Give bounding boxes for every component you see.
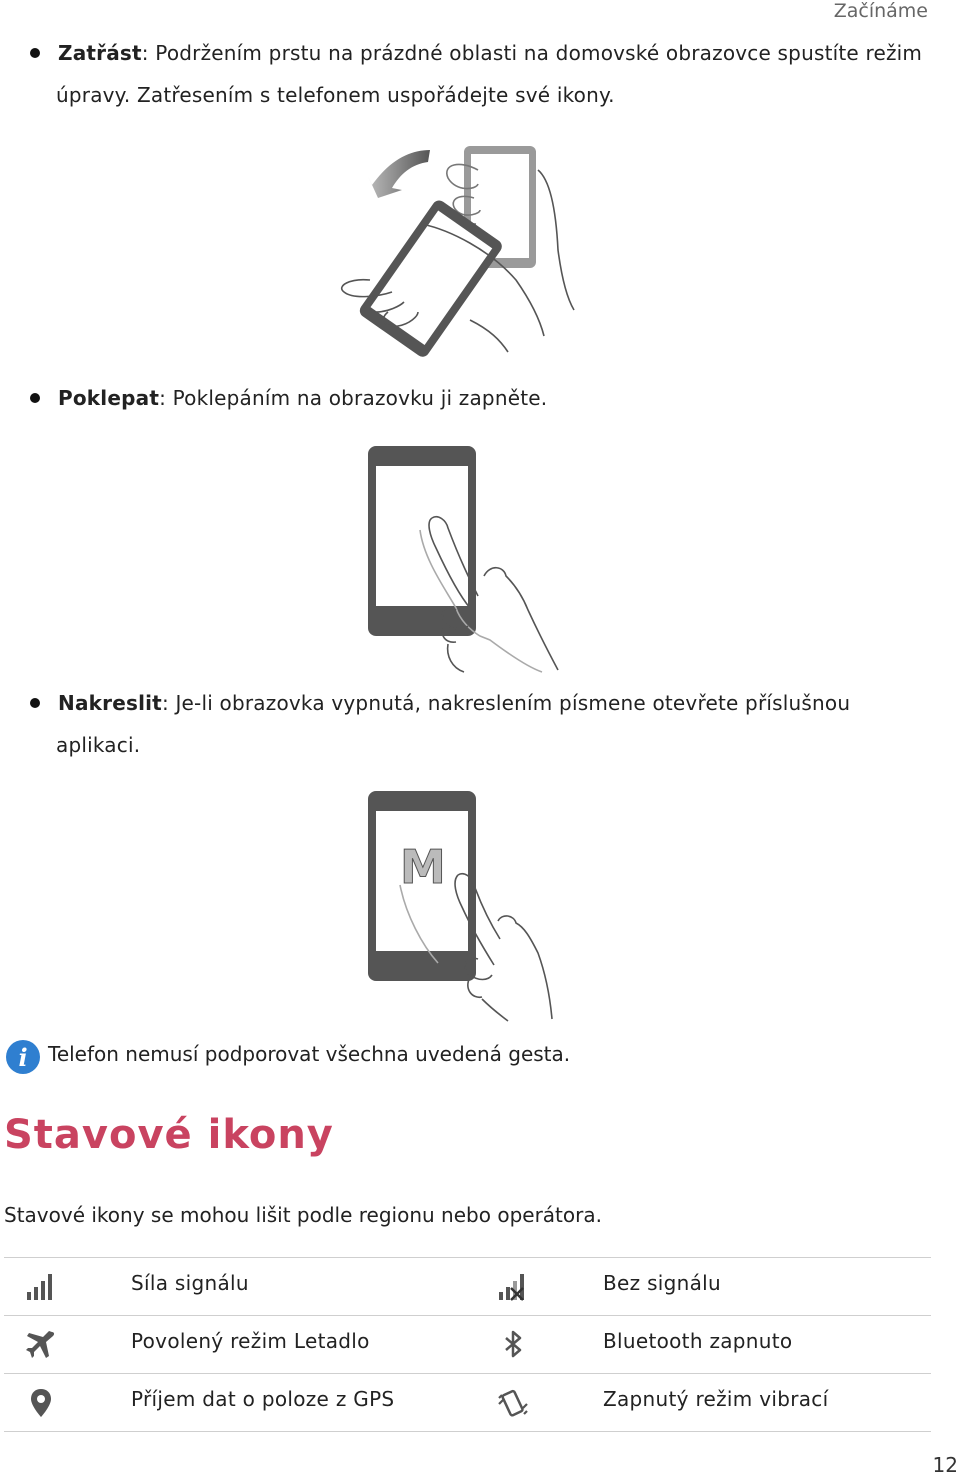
status-label: Povolený režim Letadlo (131, 1329, 370, 1353)
page-number: 12 (932, 1453, 958, 1477)
table-row (4, 1315, 931, 1373)
gesture-description: : Poklepáním na obrazovku ji zapněte. (159, 386, 548, 410)
chapter-header: Začínáme (833, 0, 928, 22)
bullet-draw (30, 682, 850, 724)
gps-pin-icon (24, 1386, 58, 1420)
gesture-term: Poklepat (58, 386, 160, 410)
bullet-double-tap (30, 377, 547, 419)
status-icons-table (4, 1257, 931, 1432)
airplane-icon (24, 1328, 58, 1362)
bullet-dot (30, 393, 40, 403)
svg-text:i: i (18, 1043, 28, 1072)
status-label: Příjem dat o poloze z GPS (131, 1387, 395, 1411)
bluetooth-icon (496, 1328, 530, 1362)
no-signal-icon (496, 1270, 530, 1304)
gesture-description-continued: úpravy. Zatřesením s telefonem uspořádejte své ikony. (56, 83, 615, 107)
gesture-description-continued: aplikaci. (56, 733, 141, 757)
gesture-term: Nakreslit (58, 691, 162, 715)
status-label: Síla signálu (131, 1271, 249, 1295)
shake-arrow-icon (368, 150, 430, 198)
bullet-dot (30, 698, 40, 708)
info-icon (5, 1039, 41, 1075)
gesture-description: : Podržením prstu na prázdné oblasti na domovské obrazovce spustíte režim (141, 41, 923, 65)
status-label: Zapnutý režim vibrací (603, 1387, 829, 1411)
draw-letter-gesture-illustration (360, 785, 570, 1025)
section-intro: Stavové ikony se mohou lišit podle regionu nebo operátora. (4, 1203, 602, 1227)
signal-strength-icon (24, 1270, 58, 1304)
vibration-icon (496, 1386, 530, 1420)
gesture-description: : Je-li obrazovka vypnutá, nakreslením písmene otevřete příslušnou (161, 691, 851, 715)
bullet-dot (30, 48, 40, 58)
note-text: Telefon nemusí podporovat všechna uvedená gesta. (48, 1042, 571, 1066)
double-tap-gesture-illustration (360, 440, 590, 680)
section-title: Stavové ikony (4, 1112, 334, 1158)
bullet-shake (30, 32, 922, 74)
table-row (4, 1373, 931, 1432)
table-row (4, 1257, 931, 1315)
status-label: Bez signálu (603, 1271, 722, 1295)
shake-gesture-illustration (330, 140, 590, 358)
drawn-letter: M (400, 840, 446, 894)
gesture-term: Zatřást (58, 41, 142, 65)
status-label: Bluetooth zapnuto (603, 1329, 793, 1353)
